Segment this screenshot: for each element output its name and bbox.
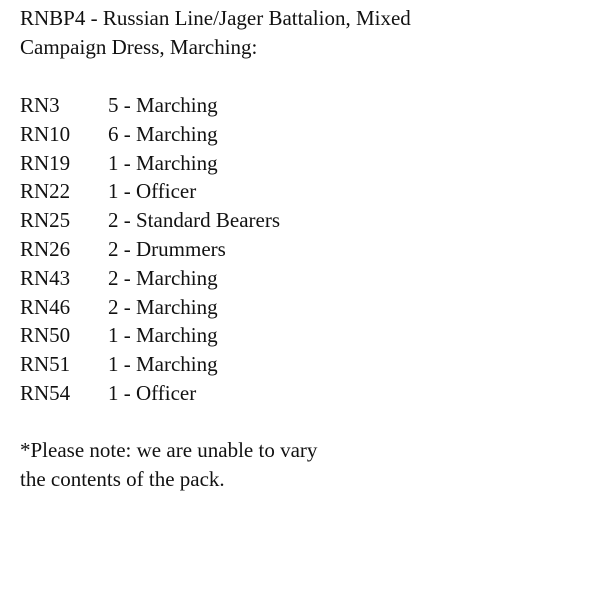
list-item [20, 149, 580, 178]
item-code: RN50 [20, 323, 71, 348]
list-item [20, 91, 580, 120]
item-code: RN3 [20, 93, 60, 117]
item-code: RN10 [20, 121, 71, 146]
item-description: 2 - Marching [108, 294, 218, 319]
list-item [20, 177, 580, 206]
item-description: 1 - Officer [108, 179, 197, 204]
item-description: 2 - Marching [108, 265, 218, 290]
item-code: RN22 [20, 179, 71, 204]
item-code: RN51 [20, 352, 71, 377]
item-code: RN19 [20, 150, 71, 175]
pack-title-line-2: Campaign Dress, Marching: [20, 35, 258, 59]
item-description: 2 - Drummers [108, 236, 226, 261]
pack-contents-list [20, 91, 580, 408]
item-description: 6 - Marching [108, 121, 218, 146]
list-item [20, 235, 580, 264]
list-item [20, 379, 580, 408]
list-item [20, 120, 580, 149]
pack-note [20, 436, 580, 494]
item-description: 5 - Marching [108, 93, 218, 117]
item-description: 1 - Marching [108, 323, 218, 348]
item-description: 2 - Standard Bearers [108, 208, 281, 233]
item-description: 1 - Marching [108, 352, 218, 377]
item-code: RN46 [20, 294, 71, 319]
item-code: RN26 [20, 236, 71, 261]
list-item [20, 206, 580, 235]
list-item [20, 350, 580, 379]
item-code: RN43 [20, 265, 71, 290]
pack-note-line-2: the contents of the pack. [20, 466, 225, 491]
list-item [20, 321, 580, 350]
pack-title-line-1: RNBP4 - Russian Line/Jager Battalion, Mixed [20, 6, 411, 30]
list-item [20, 264, 580, 293]
item-code: RN25 [20, 208, 71, 233]
item-code: RN54 [20, 380, 71, 405]
item-description: 1 - Marching [108, 150, 218, 175]
list-item [20, 293, 580, 322]
pack-description [20, 4, 580, 494]
item-description: 1 - Officer [108, 380, 197, 405]
pack-note-line-1: *Please note: we are unable to vary [20, 437, 318, 462]
pack-title [20, 4, 580, 62]
